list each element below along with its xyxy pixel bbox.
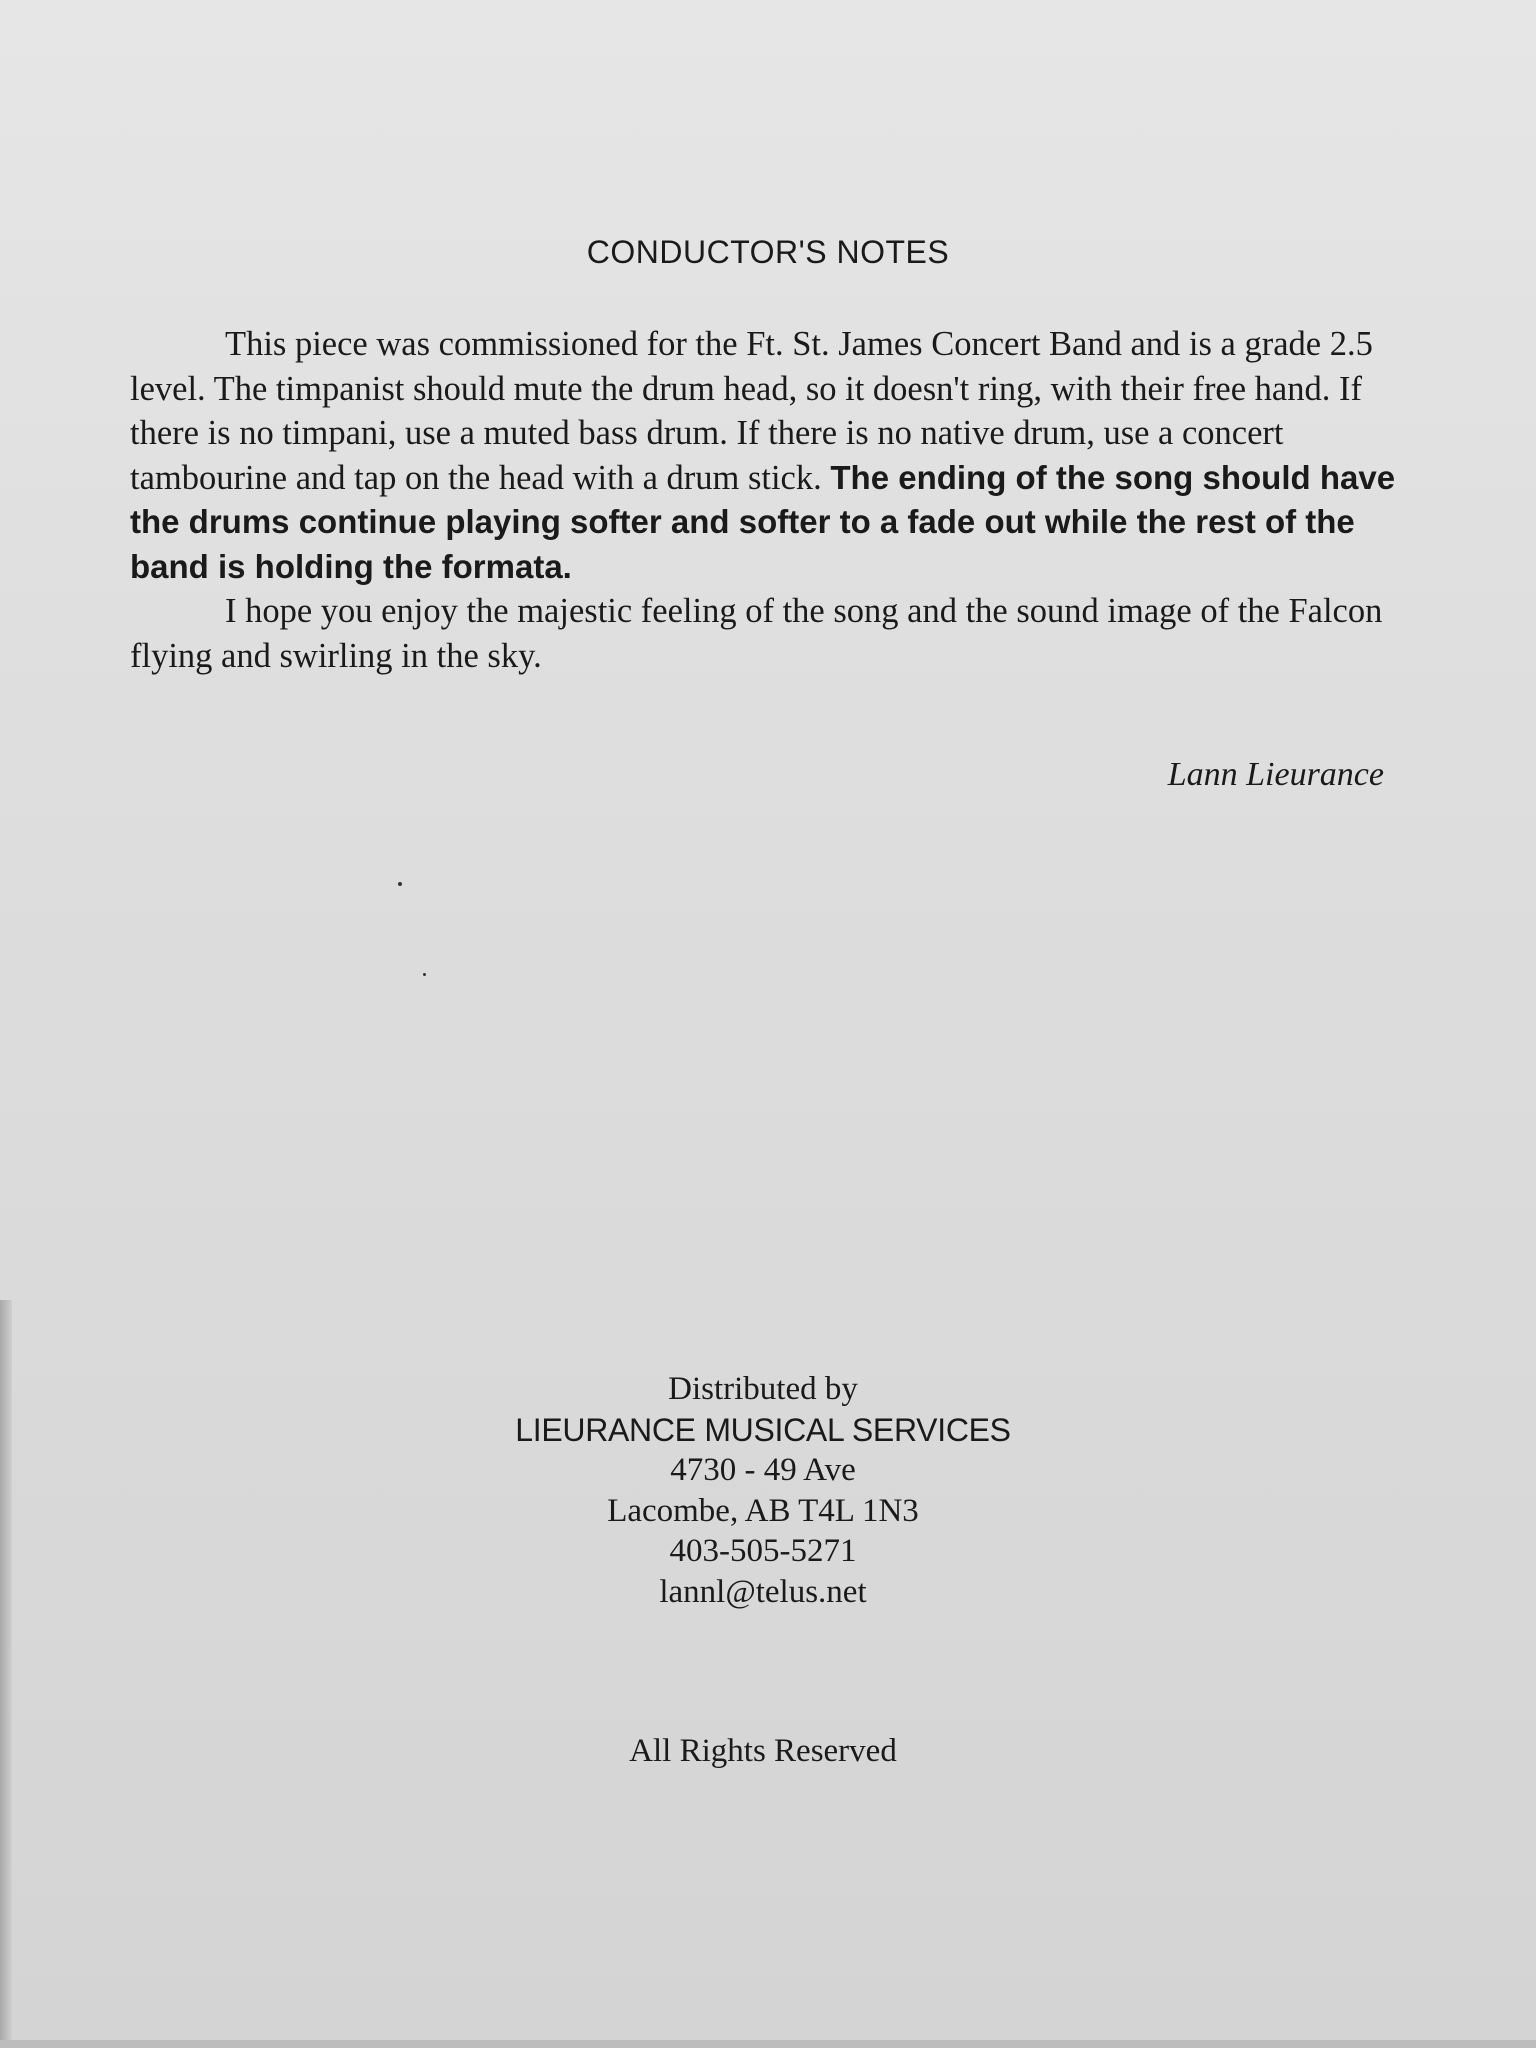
rights-notice: All Rights Reserved [629,1733,897,1769]
phone-number: 403-505-5271 [669,1533,857,1569]
address-city: Lacombe, AB T4L 1N3 [607,1492,919,1529]
email-address: lannl@telus.net [659,1573,867,1610]
notes-paragraph-1-text: This piece was commissioned for the Ft. St. James Concert Band and is a grade 2.5 level. The timpanist should mute the drum head, so it doesn't ring, with their free hand. If there is no timpani, use a muted bass drum. If there is no native drum, use a concert tambourine and tap on the head with a drum stick. [130,325,1373,497]
page-bottom-edge [0,2040,1536,2048]
notes-paragraph-1-bold: The ending of the song should have the drums continue playing softer and softer to a fade out while the rest of the band is holding the formata. [130,458,1396,585]
paper-speck [398,882,402,886]
paper-speck [423,973,426,976]
distributor-block [0,1369,1526,1612]
conductor-notes-body [130,322,1400,678]
company-name: LIEURANCE MUSICAL SERVICES [515,1411,1011,1448]
address-street: 4730 - 49 Ave [670,1452,856,1488]
signature: Lann Lieurance [1167,756,1384,793]
notes-paragraph-1 [130,322,1400,589]
notes-paragraph-2: I hope you enjoy the majestic feeling of the song and the sound image of the Falcon flying and swirling in the sky. [130,592,1383,675]
distributed-by-label: Distributed by [668,1371,858,1407]
page-title: CONDUCTOR'S NOTES [586,234,950,270]
